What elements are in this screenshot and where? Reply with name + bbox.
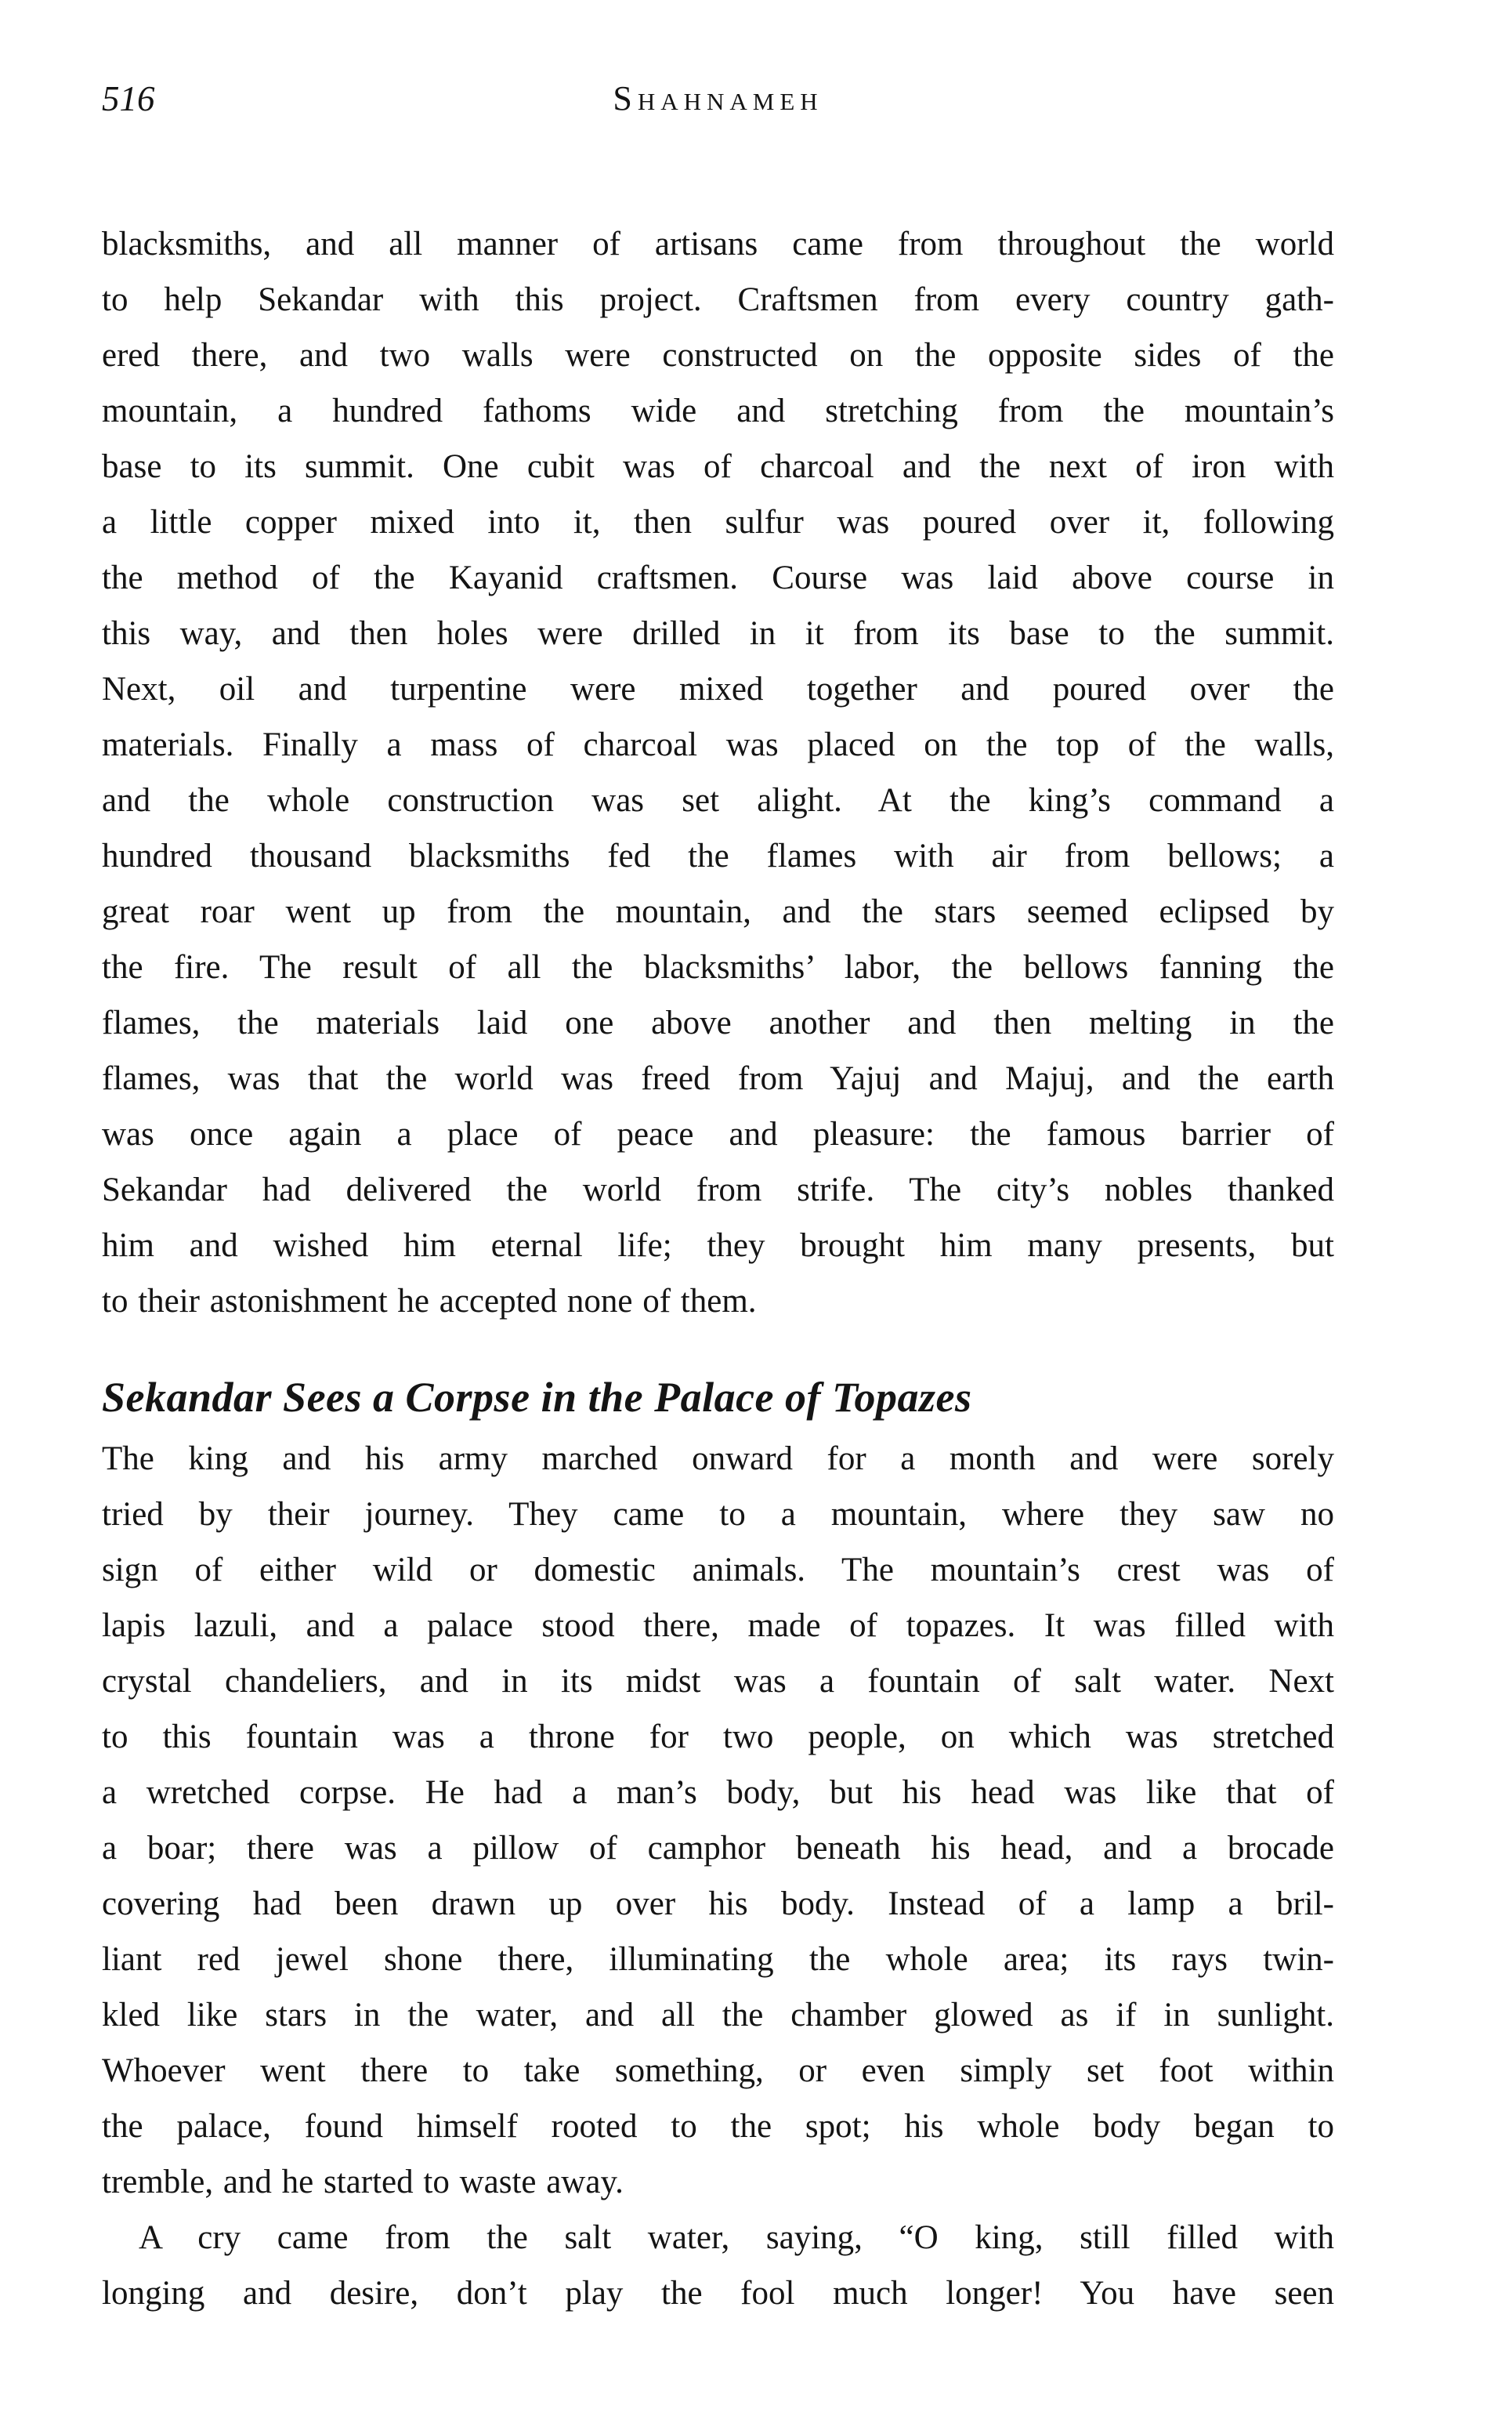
text-line: to this fountain was a throne for two people, on which was stretched [102, 1719, 1334, 1755]
paragraph-palace-of-topazes [102, 1431, 1334, 2210]
text-line: ered there, and two walls were constructed on the opposite sides of the [102, 337, 1334, 374]
text-line: sign of either wild or domestic animals. The mountain’s crest was of [102, 1552, 1334, 1588]
text-line: Whoever went there to take something, or even simply set foot within [102, 2052, 1334, 2089]
text-line: crystal chandeliers, and in its midst was a fountain of salt water. Next [102, 1663, 1334, 1700]
paragraph-cry-from-salt-water [102, 2210, 1334, 2321]
text-line: was once again a place of peace and pleasure: the famous barrier of [102, 1116, 1334, 1153]
text-block [102, 216, 1334, 2321]
text-line: blacksmiths, and all manner of artisans came from throughout the world [102, 226, 1334, 263]
text-line: to help Sekandar with this project. Craftsmen from every country gath- [102, 281, 1334, 318]
text-line: flames, the materials laid one above another and then melting in the [102, 1005, 1334, 1041]
text-line: the fire. The result of all the blacksmiths’ labor, the bellows fanning the [102, 949, 1334, 986]
text-line: a wretched corpse. He had a man’s body, but his head was like that of [102, 1774, 1334, 1811]
text-line: flames, was that the world was freed from Yajuj and Majuj, and the earth [102, 1060, 1334, 1097]
text-line: liant red jewel shone there, illuminating the whole area; its rays twin- [102, 1941, 1334, 1978]
text-line: tried by their journey. They came to a mountain, where they saw no [102, 1496, 1334, 1533]
text-line: the method of the Kayanid craftsmen. Course was laid above course in [102, 560, 1334, 596]
text-line: A cry came from the salt water, saying, “O king, still filled with [139, 2219, 1334, 2256]
paragraph-barrier-of-sekandar [102, 216, 1334, 1329]
page-number: 516 [102, 79, 155, 118]
text-line: him and wished him eternal life; they brought him many presents, but [102, 1227, 1334, 1264]
text-line: tremble, and he started to waste away. [102, 2164, 624, 2200]
text-line: covering had been drawn up over his body. Instead of a lamp a bril- [102, 1885, 1334, 1922]
running-title: Shahnameh [613, 79, 823, 118]
text-line: Sekandar had delivered the world from strife. The city’s nobles thanked [102, 1172, 1334, 1208]
text-line: to their astonishment he accepted none of them. [102, 1283, 757, 1320]
text-line: and the whole construction was set alight. At the king’s command a [102, 782, 1334, 819]
text-line: kled like stars in the water, and all the chamber glowed as if in sunlight. [102, 1997, 1334, 2034]
text-line: great roar went up from the mountain, and the stars seemed eclipsed by [102, 893, 1334, 930]
text-line: mountain, a hundred fathoms wide and stretching from the mountain’s [102, 393, 1334, 429]
text-line: a boar; there was a pillow of camphor beneath his head, and a brocade [102, 1830, 1334, 1867]
page-header [102, 77, 1334, 124]
text-line: base to its summit. One cubit was of charcoal and the next of iron with [102, 448, 1334, 485]
text-line: the palace, found himself rooted to the spot; his whole body began to [102, 2108, 1334, 2145]
text-line: materials. Finally a mass of charcoal was placed on the top of the walls, [102, 726, 1334, 763]
text-line: lapis lazuli, and a palace stood there, made of topazes. It was filled with [102, 1607, 1334, 1644]
text-line: Next, oil and turpentine were mixed together and poured over the [102, 671, 1334, 708]
section-heading: Sekandar Sees a Corpse in the Palace of Topazes [102, 1374, 972, 1421]
text-line: hundred thousand blacksmiths fed the flames with air from bellows; a [102, 838, 1334, 875]
text-line: this way, and then holes were drilled in it from its base to the summit. [102, 615, 1334, 652]
text-line: The king and his army marched onward for a month and were sorely [102, 1440, 1334, 1477]
text-line: longing and desire, don’t play the fool much longer! You have seen [102, 2275, 1334, 2312]
text-line: a little copper mixed into it, then sulfur was poured over it, following [102, 504, 1334, 541]
